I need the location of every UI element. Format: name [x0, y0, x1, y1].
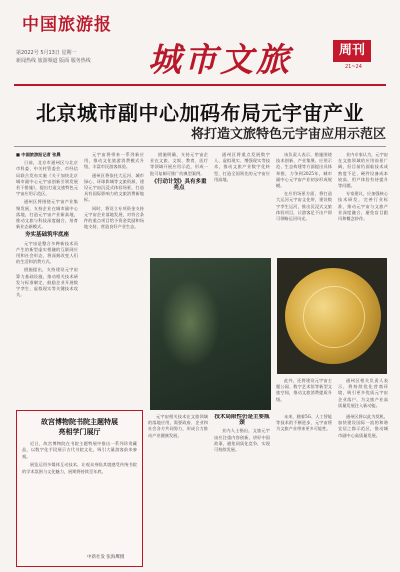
article-column-2: [84, 152, 144, 407]
article-column-4: [214, 152, 270, 252]
paragraph: 元宇宙是整合多种新技术而产生的新型虚实相融的互联网应用和社会形态，将深刻改变人们的生活和消费方式。: [16, 240, 78, 265]
paragraph: 展览运用多媒体互动技术，让观众身临其境感受传统书院的学术氛围与文化魅力，展期将持续至年底。: [22, 462, 137, 474]
gold-disk: [285, 268, 381, 364]
paragraph: 元宇宙将带来一系列新应用，推动文化旅游消费模式升级，丰富市民游客体验。: [84, 152, 144, 170]
paragraph: 专家建议，应加强核心技术研发，完善行业标准，推动元宇宙与文旅产业深度融合，避免盲目跟风和概念炒作。: [338, 191, 388, 222]
photo-credit: 中新社发 张海鹰摄: [87, 555, 125, 560]
paragraph: 通州区将依托大运河、城市绿心、环球影城等文旅资源，建设元宇宙沉浸式体验场景，打造具有国际影响力的文旅消费新地标。: [84, 172, 144, 203]
section-brand: 城市文旅: [148, 40, 292, 79]
article-headline: 北京城市副中心加码布局元宇宙产业: [36, 101, 364, 125]
sidebar-title: 故宫博物院书院主题特展 亮相学门展厅: [41, 418, 118, 436]
article-column-5-cont: [276, 378, 332, 412]
paragraph: 措施提出，支持建设元宇宙算力基础设施，推动相关技术研发与标准制定，鼓励企业开展数字孪生、虚拟现实等关键技术攻关。: [16, 267, 78, 298]
paragraph: 通州区相关负责人表示，将持续优化营商环境，吸引更多优质元宇宙企业落户，为文旅产业高质量发展注入新动能。: [338, 378, 388, 408]
paragraph: 该负责人表示，措施围绕技术创新、产业集聚、应用示范、生态构建等方面提出具体举措，力争到2025年，城市副中心元宇宙产业初步形成规模。: [276, 152, 332, 189]
section-heading: 夯实基础筑牢底座: [24, 232, 69, 239]
issue-line: 第2022号 5月13日 星期一: [16, 50, 77, 56]
paragraph: 通州区将以此为契机，加快建设国际一流的和谐宜居之都示范区，推动城市副中心高质量发展。: [338, 414, 388, 438]
section-heading: 《行动计划》具有多重亮点: [151, 178, 207, 192]
weekly-badge: 周刊: [333, 40, 371, 62]
paragraph: 此外，还将建设元宇宙主题公园、数字艺术馆等新型文旅空间，推动文旅消费提质升级。: [276, 378, 332, 402]
issue-line-contacts: 新闻热线 旅游频道 版面 服务热线: [16, 58, 91, 64]
sidebar-box: [16, 410, 143, 567]
paragraph: 在应用场景方面，将打造大运河元宇宙文化带，建设数字孪生运河，推出沉浸式文旅体验项目，让游客足不出户即可领略运河风光。: [276, 191, 332, 222]
masthead-divider: [14, 84, 386, 86]
paragraph: 元宇宙相关技术在文旅领域的落地应用，需要政府、企业和社会各方共同努力，形成合力推动产业健康发展。: [148, 414, 208, 438]
headline-divider: [14, 146, 386, 147]
paragraph: 通州区将重点发展数字人、虚拟现实、增强现实等技术，推动文旅产业数字化转型，打造全国领先的元宇宙应用高地。: [214, 152, 270, 182]
paragraph: 近日，故宫博物院在书院主题特展中推出一系列珍贵藏品，以数字化手段展示古代书院文化，吸引大量游客前来参观。: [22, 441, 137, 459]
masthead: [0, 0, 400, 88]
paper-logo: 中国旅游报: [22, 15, 112, 35]
bottom-column-5: [338, 414, 388, 564]
article-column-3: [150, 152, 208, 252]
metaverse-poster-image: [150, 258, 271, 410]
paragraph: 未来，随着5G、人工智能等技术的不断进步，元宇宙将为文旅产业带来更多可能性。: [276, 414, 332, 432]
gold-medallion-image: [277, 258, 387, 374]
photo-glow: [160, 278, 220, 368]
paragraph: 通州区将围绕元宇宙产业集聚发展，支持企业在城市副中心落地，打造元宇宙产业新高地，推动文旅与科技深度融合，培育新业态新模式。: [16, 199, 78, 230]
article-column-6: [338, 152, 388, 252]
section-heading: 技术局限性仍是主要瓶颈: [214, 414, 270, 427]
paragraph: 措施明确，支持元宇宙企业在文旅、文娱、教育、医疗等领域开展应用示范，形成一批可复制可推广的典型案例。: [150, 152, 208, 176]
gold-disk-ring: [303, 286, 365, 348]
sidebar-body: [22, 441, 137, 477]
article-column-1: [16, 152, 78, 407]
article-byline: ■ 中国旅游报记者 张晨: [16, 152, 61, 157]
paragraph: 日前，北京市通州区与北京市科委、中关村管委会、市经信局联合发布实施《关于加快北京城市副中心元宇宙创新引领发展若干措施》，提出打造文旅特色元宇宙应用示范区。: [16, 160, 78, 197]
bottom-column-4: [276, 414, 332, 564]
paragraph: 同时，将设立专项资金支持元宇宙企业落地发展，对符合条件的重点项目给予资金奖励和场地支持，营造良好产业生态。: [84, 205, 144, 230]
issue-number: 21~24: [345, 64, 362, 70]
paragraph: 业内专家认为，元宇宙在文旅领域的应用前景广阔，但目前仍面临技术成熟度不足、硬件设备成本较高、用户体验有待提升等问题。: [338, 152, 388, 189]
bottom-column-2: [148, 414, 208, 564]
paragraph: 业内人士指出，文旅元宇宙应注重内容创新，讲好中国故事，避免同质化竞争，实现可持续发展。: [214, 428, 270, 453]
bottom-column-3: [214, 414, 270, 564]
article-subhead: 将打造文旅特色元宇宙应用示范区: [190, 127, 386, 142]
article-column-6-cont: [338, 378, 388, 412]
article-column-5: [276, 152, 332, 252]
